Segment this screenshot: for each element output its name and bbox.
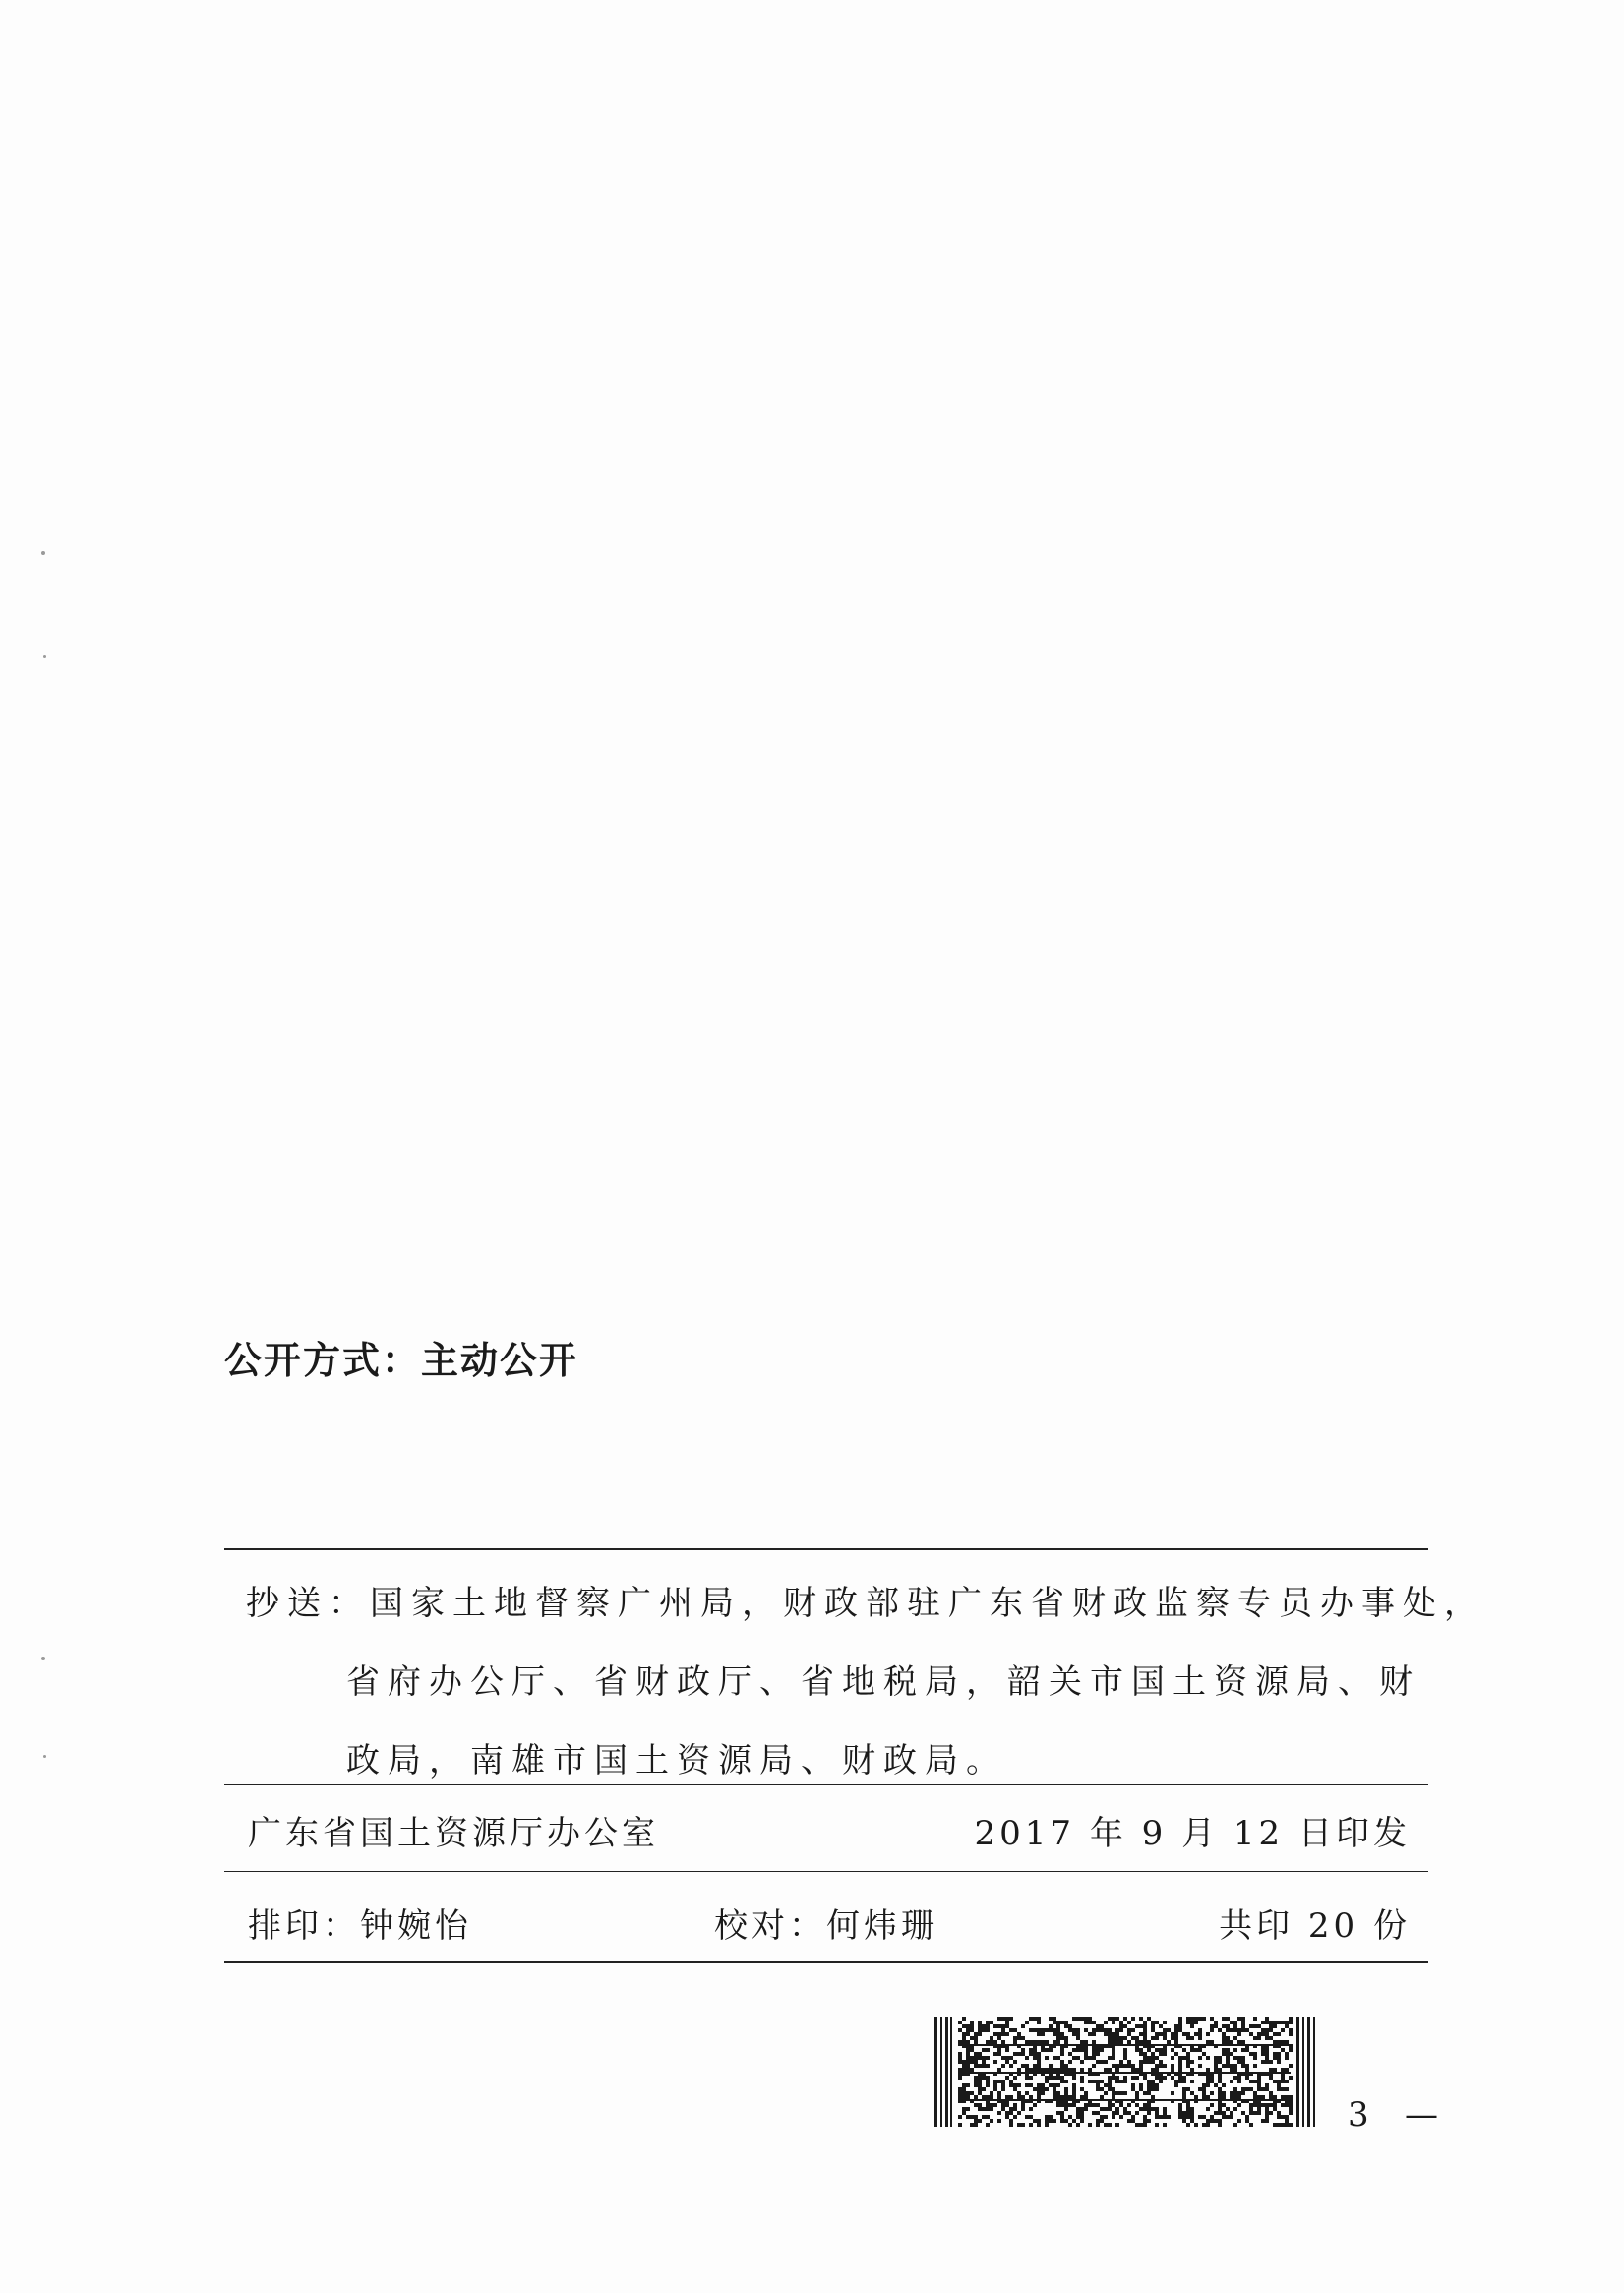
cc-line-1: 抄送：国家土地督察广州局，财政部驻广东省财政监察专员办事处， xyxy=(246,1584,1485,1623)
scan-mark xyxy=(43,1755,46,1758)
scan-mark xyxy=(41,1657,45,1660)
issuance-bottom-rule xyxy=(224,1871,1428,1872)
cc-line-2: 省府办公厅、省财政厅、省地税局，韶关市国土资源局、财 xyxy=(346,1662,1420,1702)
scan-mark xyxy=(43,655,46,658)
scan-mark xyxy=(41,551,45,555)
cc-bottom-rule xyxy=(224,1784,1428,1785)
proofreader: 校对：何炜珊 xyxy=(714,1906,938,1946)
issuing-office: 广东省国土资源厅办公室 xyxy=(248,1814,659,1853)
production-row xyxy=(248,1904,1411,1948)
2d-barcode-icon xyxy=(934,2017,1320,2127)
page-number: 3 xyxy=(1348,2095,1371,2135)
disclosure-statement: 公开方式：主动公开 xyxy=(224,1339,579,1382)
bottom-rule xyxy=(224,1961,1428,1963)
issue-date: 2017 年 9 月 12 日印发 xyxy=(974,1814,1411,1853)
copies-printed: 共印 20 份 xyxy=(1219,1906,1411,1946)
page-number-dash: — xyxy=(1405,2095,1438,2135)
cc-line-3: 政局，南雄市国土资源局、财政局。 xyxy=(346,1741,1007,1780)
top-rule xyxy=(224,1548,1428,1550)
typesetter: 排印：钟婉怡 xyxy=(248,1906,472,1946)
issuance-row xyxy=(248,1812,1411,1855)
